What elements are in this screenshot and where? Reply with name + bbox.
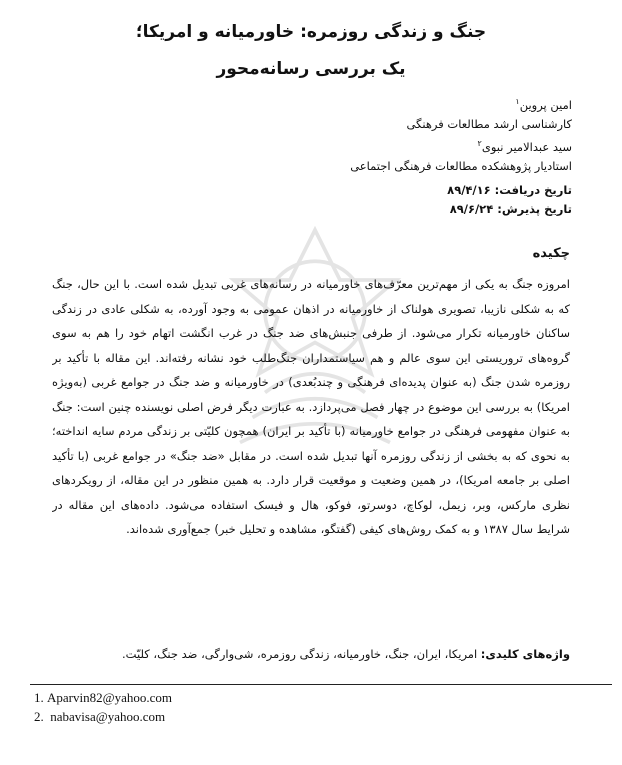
abstract-heading: چکیده — [532, 246, 570, 261]
author-block — [212, 92, 572, 176]
footnotes — [34, 688, 172, 726]
footnote-1: 1. Aparvin82@yahoo.com — [34, 690, 172, 705]
received-date: تاریخ دریافت:۸۹/۴/۱۶ — [447, 183, 572, 197]
keywords-line — [52, 647, 570, 661]
keywords-label: واژه‌های کلیدی: — [480, 647, 570, 661]
keywords-text: امریکا، ایران، جنگ، خاورمیانه، زندگی روزمره، شی‌وارگی، ضد جنگ، کلیّت. — [122, 647, 478, 661]
author-name: امین پروین$^۱$ — [515, 97, 572, 112]
footnote-divider — [30, 684, 612, 685]
author-affiliation: کارشناسی ارشد مطالعات فرهنگی — [406, 116, 572, 131]
author-affiliation: استادیار پژوهشکده مطالعات فرهنگی اجتماعی — [350, 158, 572, 173]
paper-title-line1: جنگ و زندگی روزمره: خاورمیانه و امریکا؛ — [135, 22, 487, 42]
dates-block — [212, 181, 572, 219]
abstract-text: امروزه جنگ به یکی از مهم‌ترین معرّف‌های خاورمیانه در رسانه‌های غربی تبدیل شده است. با این حال، جنگ که به شکلی نازیبا، تصویری هولناک از خاورمیانه در اذهان عمومی به وجود آورده، به شکلی عادی در زندگی ساکنان خاورمیانه تکرار می‌شود. از طرفی جنبش‌های ضد جنگ در غرب انگشت اتهام خود را هم به سوی گروه‌های تروریستی این سوی عالم و هم سیاستمداران جنگ‌طلب خود نشانه رفته‌اند. این مقاله با تأکید بر روزمره شدن جنگ (به عنوان پدیده‌ای فرهنگی و چندبُعدی) در خاورمیانه و ضد جنگ در جوامع غربی (به‌ویژه امریکا) به بررسی این موضوع در چهار فصل می‌پردازد. به عبارت دیگر فرض اصلی نویسنده چنین است: جنگ به عنوان مفهومی فرهنگی در جوامع خاورمیانه (با تأکید بر ایران) همچون کلیّتی بر زندگی مردم سایه انداخته؛ به نحوی که به بخشی از زندگی روزمره آنها تبدیل شده است. در مقابل «ضد جنگ» در جوامع غربی (با تأکید اصلی بر جامعه امریکا)، در همین وضعیت و موقعیت قرار دارد. به همین منظور در این مقاله، از رویکردهای نظری مارکس، وبر، زیمل، لوکاچ، دوسرتو، فوکو، هال و فیسک استفاده می‌شود. داده‌های این مقاله در شرایط سال ۱۳۸۷ و به کمک روش‌های کیفی (گفتگو، مشاهده و تحلیل خبر) جمع‌آوری شده‌اند. — [52, 277, 570, 536]
footnote-mark: ۲ — [477, 138, 482, 148]
footnote-mark: ۱ — [515, 97, 520, 106]
paper-title-line2: یک بررسی رسانه‌محور — [216, 59, 406, 79]
author-name: سید عبدالامیر نبوی$^۲$ — [477, 138, 572, 154]
footnote-2: 2. nabavisa@yahoo.com — [34, 709, 166, 724]
accepted-date: تاریخ پذیرش:۸۹/۶/۲۴ — [449, 202, 572, 216]
